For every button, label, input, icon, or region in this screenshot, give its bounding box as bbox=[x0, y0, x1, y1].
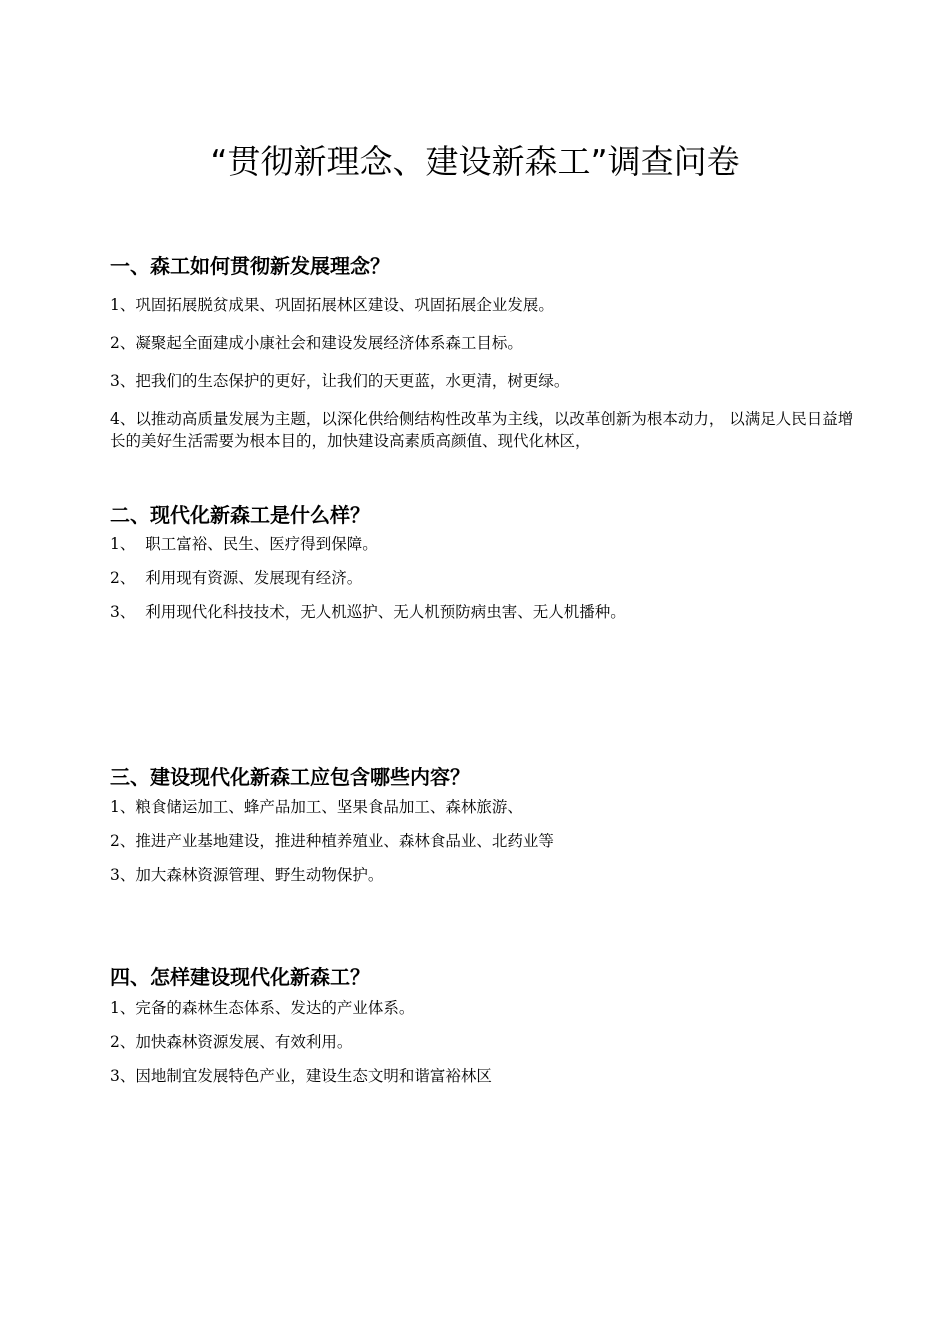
list-item: 1、粮食储运加工、蜂产品加工、坚果食品加工、森林旅游、 bbox=[110, 798, 523, 816]
section-heading: 二、现代化新森工是什么样？ bbox=[110, 503, 370, 527]
section-heading: 一、森工如何贯彻新发展理念？ bbox=[110, 254, 390, 278]
section-2 bbox=[110, 501, 855, 635]
section-3 bbox=[110, 763, 855, 898]
list-item: 1、完备的森林生态体系、发达的产业体系。 bbox=[110, 999, 415, 1017]
list-item: 2、 利用现有资源、发展现有经济。 bbox=[110, 569, 363, 587]
list-item: 1、 职工富裕、民生、医疗得到保障。 bbox=[110, 535, 378, 553]
section-heading: 三、建设现代化新森工应包含哪些内容？ bbox=[110, 765, 470, 789]
list-item: 2、加快森林资源发展、有效利用。 bbox=[110, 1033, 353, 1051]
list-item: 1、巩固拓展脱贫成果、巩固拓展林区建设、巩固拓展企业发展。 bbox=[110, 296, 554, 314]
list-item: 4、以推动高质量发展为主题，以深化供给侧结构性改革为主线，以改革创新为根本动力， 以满足人民日益增长的美好生活需要为根本目的，加快建设高素质高颜值、现代化林区， bbox=[110, 410, 854, 450]
list-item: 3、把我们的生态保护的更好，让我们的天更蓝，水更清，树更绿。 bbox=[110, 372, 570, 390]
list-item: 2、凝聚起全面建成小康社会和建设发展经济体系森工目标。 bbox=[110, 334, 523, 352]
section-heading: 四、怎样建设现代化新森工？ bbox=[110, 965, 370, 989]
section-4 bbox=[110, 963, 855, 1099]
list-item: 3、加大森林资源管理、野生动物保护。 bbox=[110, 866, 384, 884]
list-item: 3、因地制宜发展特色产业，建设生态文明和谐富裕林区 bbox=[110, 1067, 492, 1085]
section-1 bbox=[110, 252, 855, 452]
list-item: 2、推进产业基地建设，推进种植养殖业、森林食品业、北药业等 bbox=[110, 832, 554, 850]
list-item: 3、 利用现代化科技技术，无人机巡护、无人机预防病虫害、无人机播种。 bbox=[110, 603, 626, 621]
page-title: “贯彻新理念、建设新森工”调查问卷 bbox=[210, 142, 740, 181]
